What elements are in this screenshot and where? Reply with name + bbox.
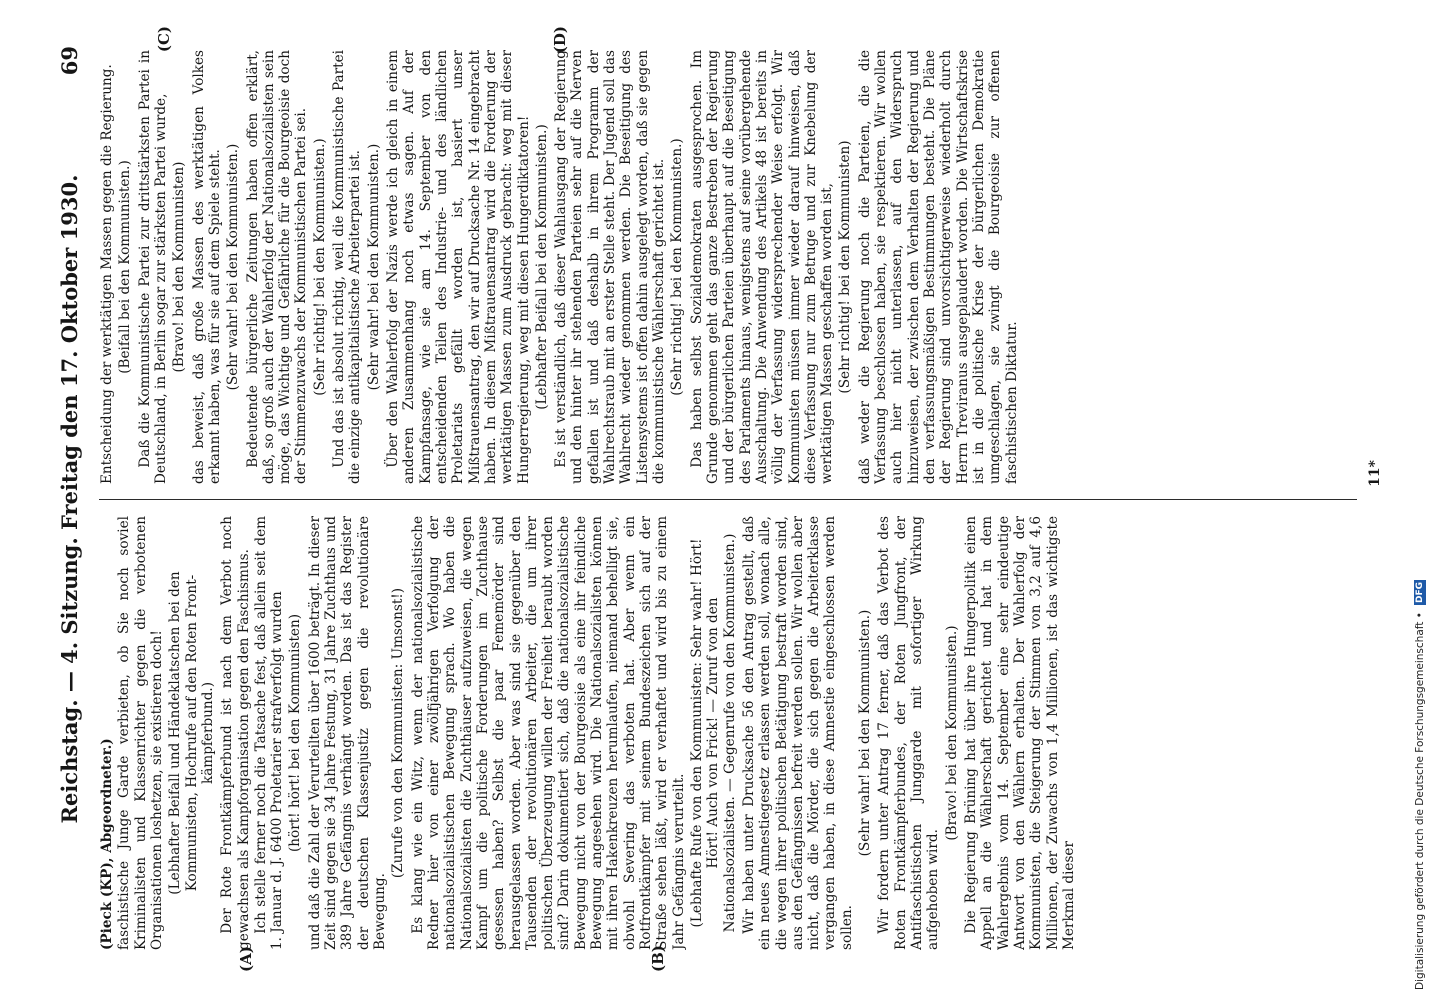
interjection: (Lebhafter Beifall und Händeklatschen bei den Kommunisten, Hochrufe auf den Roten Front-kämpferbund.) (167, 571, 216, 895)
paragraph: Es klang wie ein Witz, wenn der nationalsozialistische Redner hier von einer zwölfjährigen Verfolgung der nationalsozialistischen Bewegung sprach. Wo haben die Nationalsozialisten die Zuchthäuser aufzuweisen, die wegen Kampf um die politische Forderungen im Zuchthause gesessen haben? Selbst die paar Fememörder sind herausgelassen worden. Aber was sind sie gegenüber den Tausenden der revolutionären Arbeiter, die um ihrer politischen Überzeugung willen der Freiheit beraubt worden sind? Darin dokumentiert sich, daß die nationalsozialistische Bewegung nicht von der Bourgeoisie als eine ihr feindliche Bewegung angesehen wird. Die Nationalsozialisten können mit ihren Hakenkreuzen herumlaufen, niemand behelligt sie, obwohl Severing das verboten hat. Aber wenn ein Rotfrontkämpfer mit seinem Bundeszeichen sich auf der Straße sehen läßt, wird er verhaftet und wird bis zu einem Jahr Gefängnis verurteilt. (409, 516, 687, 950)
paragraph: Und das ist absolut richtig, weil die Kommunistische Partei die einzige antikapitalistische Arbeiterpartei ist. (331, 50, 364, 484)
paragraph: Der Rote Frontkämpferbund ist nach dem Verbot noch gewachsen als Kampforganisation gegen den Faschismus. (219, 516, 252, 950)
interjection: (Sehr wahr! bei den Kommunisten.) (857, 609, 874, 857)
page-number: 69 (57, 46, 82, 76)
interjection: (Sehr richtig! bei den Kommunisten.) (669, 138, 686, 396)
digitization-credit (1414, 10, 1428, 990)
paragraph: Es ist verständlich, daß dieser Wahlausgang der Regierung und den hinter ihr stehenden Parteien sehr auf die Nerven gefallen ist und daß deshalb in ihrem Programm der Wahlrechtsraub mit an erster Stelle steht. Der Jugend soll das Wahlrecht wieder genommen werden. Die Beseitigung des Listensystems ist offen dahin ausgelegt worden, daß sie gegen die kommunistische Wählerschaft gerichtet ist. (553, 50, 667, 484)
dfg-logo: DFG (1415, 581, 1425, 603)
interjection: (Bravo! bei den Kommunisten.) (943, 625, 960, 841)
paragraph: Das haben selbst Sozialdemokraten ausgesprochen. Im Grunde genommen geht das ganze Bestreben der Regierung und der bürgerlichen Parteien überhaupt auf die Beseitigung des Parlaments hinaus, wenigstens auf seine vorübergehende Ausschaltung. Die Anwendung des Artikels 48 ist bereits in völlig der Verfassung widersprechender Weise erfolgt. Wir Kommunisten müssen immer wieder darauf hinweisen, daß diese Verfassung nur zum Betruge und zur Knebelung der werktätigen Massen geschaffen worden ist, (688, 50, 836, 484)
interjection: (Lebhafter Beifall bei den Kommunisten.) (533, 124, 550, 410)
interjection: (Zurufe von den Kommunisten: Umsonst!) (390, 587, 407, 879)
rotated-page (37, 26, 1397, 972)
paragraph: Über den Wahlerfolg der Nazis werde ich gleich in einem anderen Zusammenhang noch etwas sagen. Auf der Kampfansage, wie sie am 14. September von den entscheidenden Teilen des Industrie- und des ländlichen Proletariats gefällt worden ist, basiert unser Mißtrauensantrag, den wir auf Drucksache Nr. 14 eingebracht haben. In diesem Mißtrauensantrag wird die Forderung der werktätigen Massen zum Ausdruck gebracht: weg mit dieser Hungerregierung, weg mit diesen Hungerdiktatoren! (385, 50, 532, 484)
paragraph: Die Regierung Brüning hat über ihre Hungerpolitik einen Appell an die Wählerschaft gerichtet und hat in dem Wahlergebnis vom 14. September eine sehr eindeutige Antwort von den Wählern erhalten. Der Wahlerfolg der Kommunisten, die Steigerung der Stimmen von 3,2 auf 4,6 Millionen, der Zuwachs von 1,4 Millionen, ist das wichtigste Merkmal dieser (962, 516, 1077, 950)
interjection: (Sehr richtig! bei den Kommunisten) (837, 140, 854, 394)
interjection: (Sehr wahr! bei den Kommunisten.) (225, 143, 242, 391)
paragraph: Entscheidung der werktätigen Massen gegen die Regierung. (99, 64, 115, 484)
interjection: (Bravo! bei den Kommunisten) (171, 161, 188, 373)
paragraph: das beweist, daß große Massen des werktätigen Volkes erkannt haben, was für sie auf dem Spiele steht. (190, 50, 223, 484)
interjection: (Lebhafte Rufe von den Kommunisten: Sehr wahr! Hört! Hört! Auch von Frick! — Zuruf von den Nationalsozialisten. — Gegenrufe von den Kommunisten.) (688, 533, 738, 933)
interjection: (Beifall bei den Kommunisten.) (117, 160, 134, 374)
credit-text: Digitalisierung gefördert durch die Deutsche Forschungsgemeinschaft • (1414, 612, 1426, 990)
page-title: Reichstag. — 4. Sitzung. Freitag den 17. Oktober 1930. (57, 174, 82, 824)
margin-mark-b: (B) (649, 945, 667, 972)
interjection: (Sehr richtig! bei den Kommunisten.) (311, 138, 328, 396)
signature-mark: 11* (1367, 460, 1383, 487)
speaker-label: (Pieck (KP), Abgeordneter.) (99, 738, 115, 950)
interjection: (Sehr wahr! bei den Kommunisten.) (365, 143, 382, 391)
interjection: (hört! hört! bei den Kommunisten) (287, 613, 304, 853)
margin-mark-a: (A) (237, 946, 255, 972)
paragraph: Wir haben unter Drucksache 56 den Antrag gestellt, daß ein neues Amnestiegesetz erlassen werden soll, wonach alle, die wegen ihrer politischen Betätigung bestraft worden sind, aus den Gefängnissen befreit werden sollen. Wir wollen aber nicht, daß die Mörder, die sich gegen die Arbeiterklasse vergangen haben, in diese Amnestie eingeschlossen werden sollen. (740, 516, 855, 950)
right-column (99, 50, 1357, 484)
paragraph: faschistische Junge Garde verbieten, ob Sie noch soviel Kriminalisten und Klassenrichter gegen die verbotenen Organisationen loshetzen, sie existieren doch! (116, 516, 165, 950)
margin-mark-c: (C) (155, 26, 173, 53)
page-header (57, 46, 87, 952)
paragraph: daß weder die Regierung noch die Parteien, die die Verfassung beschlossen haben, sie respektieren. Wir wollen auch hier nicht unterlassen, auf den Widerspruch hinzuweisen, der zwischen dem Verhalten der Regierung und den verfassungsmäßigen Bestimmungen besteht. Die Pläne der Regierung sind unvorsichtigerweise wiederholt durch Herrn Treviranus ausgeplaudert worden. Die Wirtschaftskrise ist in die politische Krise der bürgerlichen Demokratie umgeschlagen, sie zwingt die Bourgeoisie zur offenen faschistischen Diktatur. (856, 50, 1020, 484)
paragraph: Ich stelle ferner noch die Tatsache fest, daß allein seit dem 1. Januar d. J. 6400 Proletarier strafverfolgt wurden (252, 516, 286, 950)
paragraph: und daß die Zahl der Verurteilten über 1600 beträgt. In dieser Zeit sind gegen sie 34 Jahre Festung, 31 Jahre Zuchthaus und 389 Jahre Gefängnis verhängt worden. Das ist das Register der deutschen Klassenjustiz gegen die revolutionäre Bewegung. (306, 516, 388, 950)
margin-mark-d: (D) (551, 26, 569, 54)
column-divider (99, 499, 1357, 500)
paragraph: Daß die Kommunistische Partei zur drittstärksten Partei in Deutschland, in Berlin sogar zur stärksten Partei wurde, (136, 50, 169, 484)
left-column (99, 516, 1357, 950)
paragraph: Wir fordern unter Antrag 17 ferner, daß das Verbot des Roten Frontkämpferbundes, der Roten Jungfront, der Antifaschistischen Junggarde mit sofortiger Wirkung aufgehoben wird. (876, 516, 942, 950)
paragraph: Bedeutende bürgerliche Zeitungen haben offen erklärt, daß, so groß auch der Wahlerfolg der Nationalsozialisten sein möge, das Wichtige und Gefährliche für die Bourgeoisie doch der Stimmenzuwachs der Kommunistischen Partei sei. (244, 50, 310, 484)
